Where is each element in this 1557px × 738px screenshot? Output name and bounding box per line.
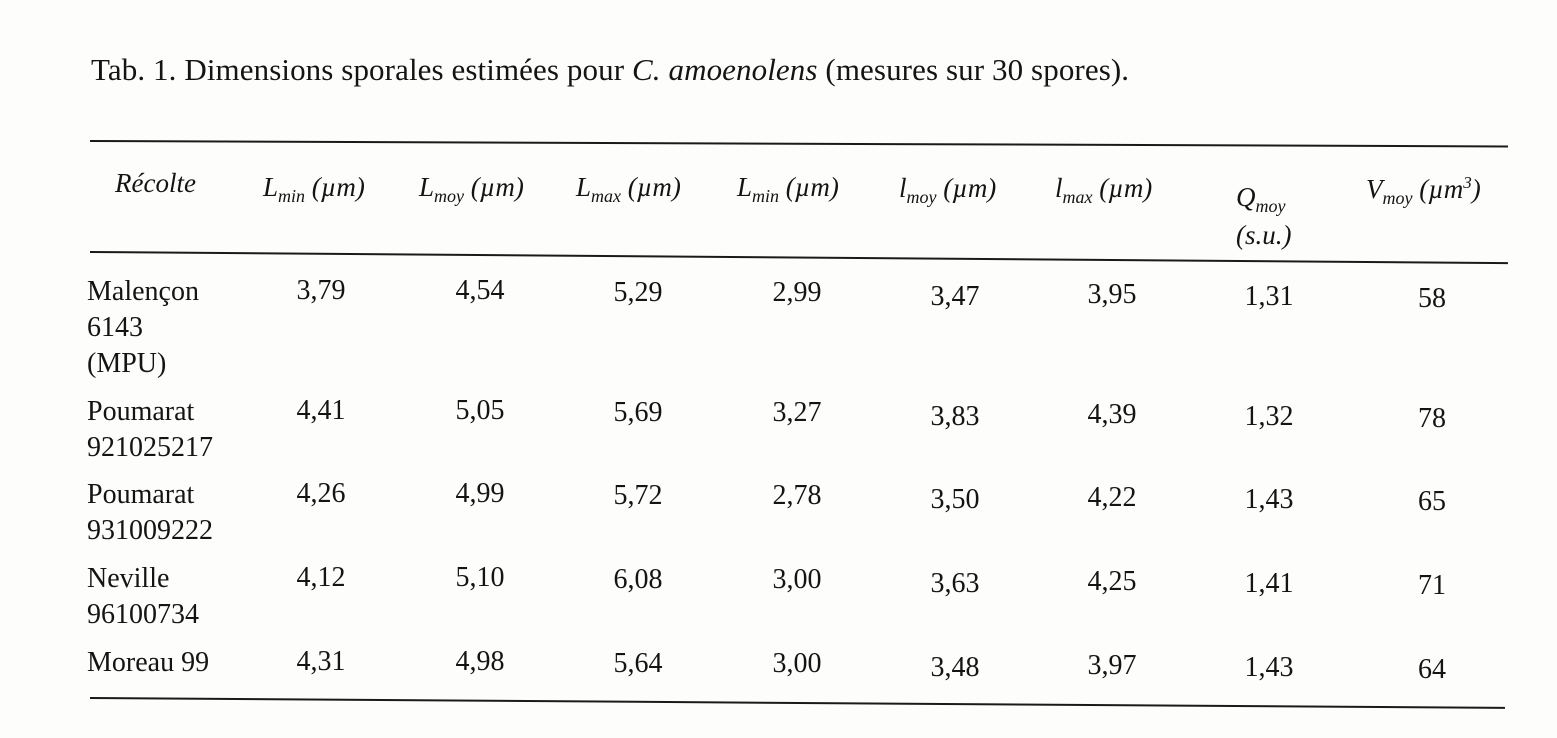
table-cell: 4,99 xyxy=(455,478,505,509)
row-label xyxy=(87,274,257,382)
table-cell: 3,47 xyxy=(930,281,980,312)
row-label-line: Poumarat xyxy=(87,479,195,510)
table-cell: 5,29 xyxy=(613,277,663,308)
table-cell: 2,78 xyxy=(772,480,822,511)
caption-species: C. amoenolens xyxy=(632,52,818,87)
row-label-line: Neville xyxy=(87,563,170,594)
table-cell: 4,31 xyxy=(296,646,346,677)
row-label xyxy=(87,477,257,549)
header-lmin-1: $L_{min}$ (µm) xyxy=(263,172,365,206)
header-recolte: Récolte xyxy=(115,168,196,198)
row-label xyxy=(87,561,257,633)
table-cell: 4,12 xyxy=(296,562,346,593)
table-cell: 64 xyxy=(1418,654,1446,685)
table-caption xyxy=(91,52,1129,88)
header-rule xyxy=(90,251,1508,264)
caption-prefix: Tab. 1. Dimensions sporales estimées pour xyxy=(91,52,632,87)
table-cell: 1,31 xyxy=(1244,281,1294,312)
table-cell: 5,64 xyxy=(613,648,663,679)
table-cell: 4,39 xyxy=(1087,399,1137,430)
row-label-line: 931009222 xyxy=(87,515,213,546)
header-vmoy: $V_{moy}$ (µm$^3$) xyxy=(1366,173,1481,208)
table-cell: 2,99 xyxy=(772,277,822,308)
caption-suffix: (mesures sur 30 spores). xyxy=(817,52,1130,87)
table-cell: 3,97 xyxy=(1087,650,1137,681)
table-cell: 78 xyxy=(1418,403,1446,434)
table-cell: 1,41 xyxy=(1244,568,1294,599)
table-cell: 4,26 xyxy=(296,478,346,509)
row-label xyxy=(87,645,257,681)
table-cell: 4,22 xyxy=(1087,482,1137,513)
table-cell: 4,25 xyxy=(1087,566,1137,597)
table-cell: 1,43 xyxy=(1244,484,1294,515)
table-cell: 4,54 xyxy=(455,275,505,306)
header-lmoy-2: $l_{moy}$ (µm) xyxy=(899,173,997,207)
header-lmoy-1: $L_{moy}$ (µm) xyxy=(419,172,524,206)
table-cell: 58 xyxy=(1418,283,1446,314)
table-cell: 3,48 xyxy=(930,652,980,683)
header-lmax-2: $l_{max}$ (µm) xyxy=(1055,173,1153,207)
row-label xyxy=(87,394,257,466)
header-lmin-2: $L_{min}$ (µm) xyxy=(737,172,839,206)
row-label-line: 921025217 xyxy=(87,432,213,463)
table-cell: 65 xyxy=(1418,486,1446,517)
row-label-line: 96100734 xyxy=(87,599,199,630)
header-lmax-1: $L_{max}$ (µm) xyxy=(576,172,681,206)
table-cell: 1,43 xyxy=(1244,652,1294,683)
table-cell: 3,95 xyxy=(1087,279,1137,310)
row-label-line: Poumarat xyxy=(87,396,195,427)
table-cell: 3,00 xyxy=(772,564,822,595)
table-cell: 3,50 xyxy=(930,484,980,515)
row-label-line: Malençon xyxy=(87,276,199,307)
table-cell: 4,41 xyxy=(296,395,346,426)
table-cell: 1,32 xyxy=(1244,401,1294,432)
table-cell: 3,27 xyxy=(772,397,822,428)
table-cell: 5,72 xyxy=(613,480,663,511)
table-cell: 5,69 xyxy=(613,397,663,428)
table-cell: 3,63 xyxy=(930,568,980,599)
table-cell: 3,83 xyxy=(930,401,980,432)
top-rule xyxy=(90,140,1508,147)
table-cell: 6,08 xyxy=(613,564,663,595)
table-cell: 71 xyxy=(1418,570,1446,601)
header-qmoy: $Q_{moy}$ (s.u.) xyxy=(1236,182,1292,250)
row-label-line: Moreau 99 xyxy=(87,647,210,678)
table-cell: 4,98 xyxy=(455,646,505,677)
table-cell: 3,00 xyxy=(772,648,822,679)
table-cell: 3,79 xyxy=(296,275,346,306)
bottom-rule xyxy=(90,697,1505,709)
row-label-line: (MPU) xyxy=(87,348,167,379)
table-cell: 5,05 xyxy=(455,395,505,426)
row-label-line: 6143 xyxy=(87,312,143,343)
table-cell: 5,10 xyxy=(455,562,505,593)
